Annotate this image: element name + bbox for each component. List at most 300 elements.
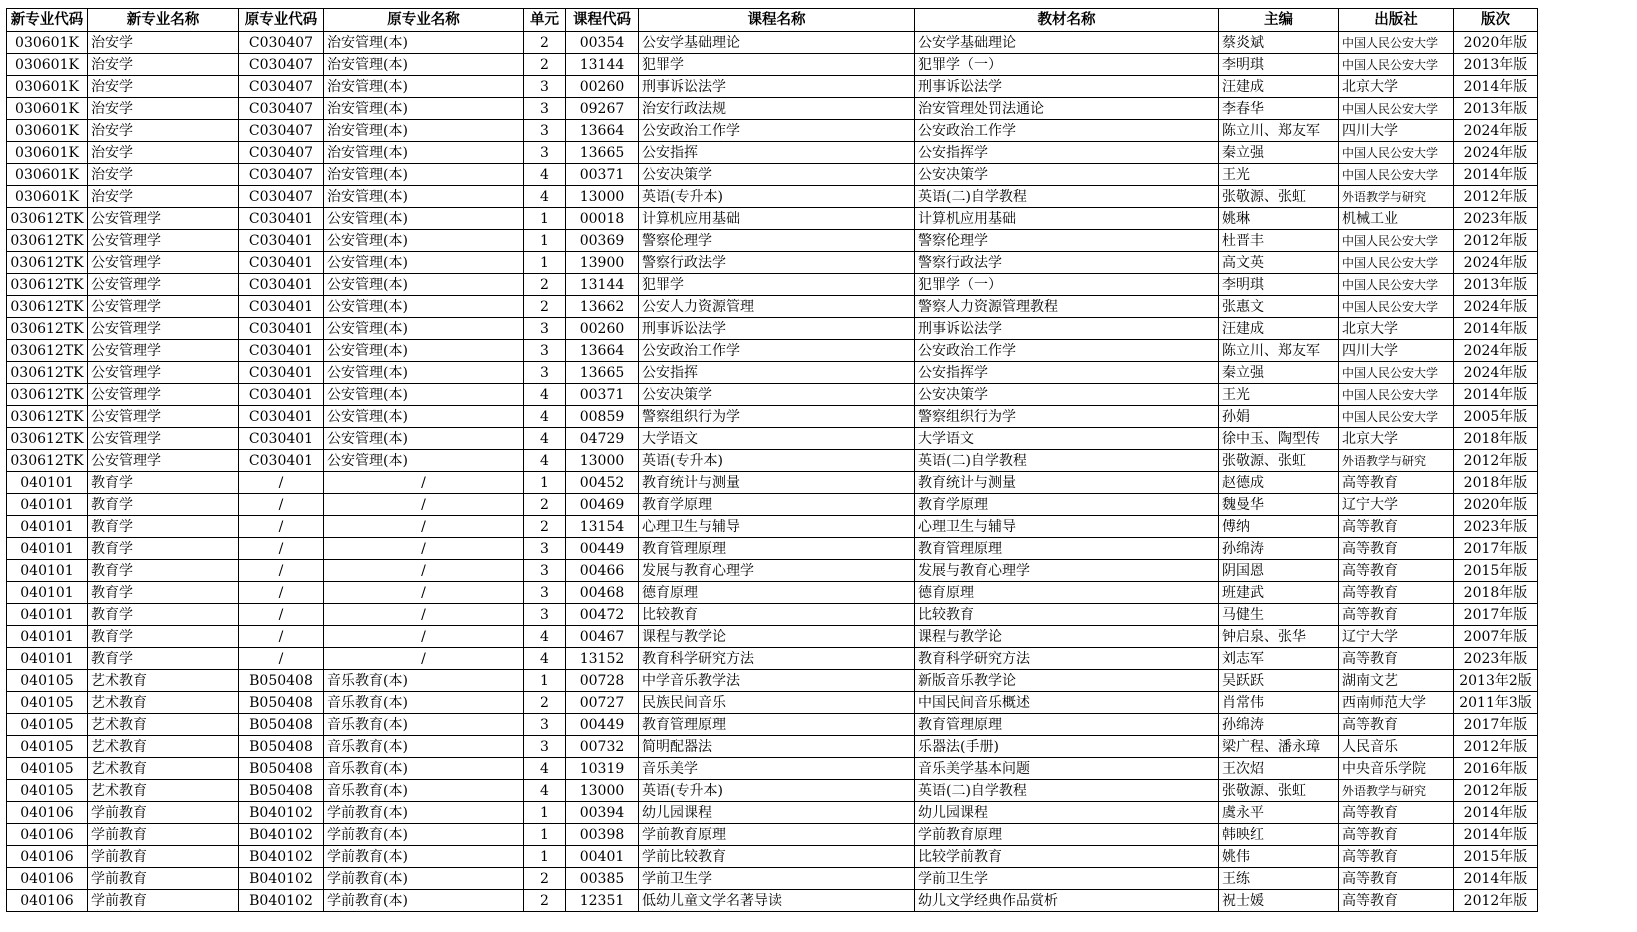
cell-editor: 陈立川、郑友军: [1219, 120, 1339, 142]
cell-old-major-name: 音乐教育(本): [324, 758, 524, 780]
cell-unit: 3: [524, 714, 566, 736]
cell-course-name: 刑事诉讼法学: [639, 76, 915, 98]
cell-editor: 高文英: [1219, 252, 1339, 274]
cell-new-major-name: 艺术教育: [88, 736, 239, 758]
cell-unit: 3: [524, 98, 566, 120]
cell-course-name: 简明配器法: [639, 736, 915, 758]
cell-unit: 1: [524, 824, 566, 846]
cell-course-code: 04729: [566, 428, 639, 450]
cell-textbook-name: 警察伦理学: [915, 230, 1219, 252]
cell-course-code: 13000: [566, 186, 639, 208]
cell-unit: 2: [524, 868, 566, 890]
cell-old-major-code: C030407: [239, 54, 324, 76]
cell-course-name: 心理卫生与辅导: [639, 516, 915, 538]
cell-new-major-code: 030601K: [7, 120, 88, 142]
cell-publisher: 辽宁大学: [1339, 626, 1454, 648]
cell-textbook-name: 英语(二)自学教程: [915, 780, 1219, 802]
col-header-course-code: 课程代码: [566, 9, 639, 32]
cell-editor: 汪建成: [1219, 76, 1339, 98]
cell-old-major-code: /: [239, 516, 324, 538]
cell-course-code: 00260: [566, 318, 639, 340]
cell-textbook-name: 新版音乐教学论: [915, 670, 1219, 692]
cell-unit: 2: [524, 516, 566, 538]
cell-textbook-name: 公安决策学: [915, 384, 1219, 406]
cell-editor: 张惠文: [1219, 296, 1339, 318]
cell-unit: 4: [524, 758, 566, 780]
cell-old-major-name: /: [324, 648, 524, 670]
cell-publisher: 辽宁大学: [1339, 494, 1454, 516]
cell-new-major-code: 040106: [7, 846, 88, 868]
cell-old-major-code: C030401: [239, 208, 324, 230]
cell-old-major-code: C030401: [239, 318, 324, 340]
cell-unit: 3: [524, 362, 566, 384]
cell-course-name: 刑事诉讼法学: [639, 318, 915, 340]
cell-new-major-name: 教育学: [88, 472, 239, 494]
table-row: [7, 758, 1538, 780]
cell-course-code: 00371: [566, 164, 639, 186]
cell-course-code: 13000: [566, 450, 639, 472]
cell-new-major-code: 030601K: [7, 142, 88, 164]
cell-edition: 2014年版: [1454, 824, 1538, 846]
cell-editor: 汪建成: [1219, 318, 1339, 340]
cell-new-major-code: 030612TK: [7, 428, 88, 450]
col-header-new-major-code: 新专业代码: [7, 9, 88, 32]
cell-old-major-name: 治安管理(本): [324, 76, 524, 98]
cell-unit: 4: [524, 164, 566, 186]
cell-edition: 2018年版: [1454, 582, 1538, 604]
cell-textbook-name: 公安指挥学: [915, 142, 1219, 164]
col-header-old-major-code: 原专业代码: [239, 9, 324, 32]
cell-edition: 2024年版: [1454, 362, 1538, 384]
table-row: [7, 648, 1538, 670]
cell-old-major-name: 学前教育(本): [324, 846, 524, 868]
cell-textbook-name: 德育原理: [915, 582, 1219, 604]
cell-old-major-name: 音乐教育(本): [324, 714, 524, 736]
cell-edition: 2023年版: [1454, 516, 1538, 538]
cell-editor: 班建武: [1219, 582, 1339, 604]
cell-course-code: 00398: [566, 824, 639, 846]
cell-old-major-name: /: [324, 604, 524, 626]
cell-old-major-name: 公安管理(本): [324, 208, 524, 230]
cell-course-code: 00260: [566, 76, 639, 98]
cell-old-major-code: B040102: [239, 868, 324, 890]
cell-new-major-name: 教育学: [88, 538, 239, 560]
cell-old-major-code: /: [239, 560, 324, 582]
cell-edition: 2014年版: [1454, 868, 1538, 890]
cell-course-name: 公安政治工作学: [639, 340, 915, 362]
cell-editor: 杜晋丰: [1219, 230, 1339, 252]
cell-new-major-code: 040101: [7, 560, 88, 582]
cell-new-major-name: 教育学: [88, 648, 239, 670]
cell-course-name: 学前比较教育: [639, 846, 915, 868]
cell-course-code: 13154: [566, 516, 639, 538]
cell-new-major-code: 030601K: [7, 32, 88, 54]
cell-textbook-name: 刑事诉讼法学: [915, 318, 1219, 340]
cell-new-major-code: 030612TK: [7, 362, 88, 384]
cell-unit: 3: [524, 582, 566, 604]
cell-new-major-name: 治安学: [88, 142, 239, 164]
cell-course-code: 00732: [566, 736, 639, 758]
cell-editor: 赵德成: [1219, 472, 1339, 494]
cell-course-code: 10319: [566, 758, 639, 780]
cell-course-name: 英语(专升本): [639, 450, 915, 472]
cell-new-major-name: 艺术教育: [88, 780, 239, 802]
cell-course-code: 00449: [566, 538, 639, 560]
cell-old-major-name: /: [324, 516, 524, 538]
cell-publisher: 中国人民公安大学: [1339, 252, 1454, 274]
cell-edition: 2013年版: [1454, 98, 1538, 120]
cell-course-code: 12351: [566, 890, 639, 912]
cell-unit: 3: [524, 560, 566, 582]
cell-editor: 李明琪: [1219, 274, 1339, 296]
table-row: [7, 98, 1538, 120]
cell-publisher: 外语教学与研究: [1339, 186, 1454, 208]
cell-edition: 2018年版: [1454, 428, 1538, 450]
cell-old-major-code: B050408: [239, 670, 324, 692]
cell-new-major-name: 公安管理学: [88, 230, 239, 252]
table-row: [7, 384, 1538, 406]
cell-old-major-code: /: [239, 648, 324, 670]
col-header-old-major-name: 原专业名称: [324, 9, 524, 32]
cell-old-major-code: C030401: [239, 252, 324, 274]
table-row: [7, 714, 1538, 736]
cell-publisher: 中国人民公安大学: [1339, 230, 1454, 252]
cell-publisher: 中国人民公安大学: [1339, 98, 1454, 120]
cell-old-major-code: B040102: [239, 890, 324, 912]
cell-new-major-name: 治安学: [88, 54, 239, 76]
cell-course-name: 教育管理原理: [639, 538, 915, 560]
cell-course-code: 00469: [566, 494, 639, 516]
cell-old-major-name: 治安管理(本): [324, 164, 524, 186]
cell-unit: 2: [524, 274, 566, 296]
cell-unit: 1: [524, 802, 566, 824]
cell-editor: 孙绵涛: [1219, 714, 1339, 736]
cell-textbook-name: 犯罪学（一）: [915, 274, 1219, 296]
cell-unit: 2: [524, 890, 566, 912]
cell-editor: 虞永平: [1219, 802, 1339, 824]
cell-publisher: 四川大学: [1339, 340, 1454, 362]
cell-course-name: 中学音乐教学法: [639, 670, 915, 692]
cell-textbook-name: 警察组织行为学: [915, 406, 1219, 428]
cell-publisher: 高等教育: [1339, 560, 1454, 582]
cell-editor: 李明琪: [1219, 54, 1339, 76]
cell-textbook-name: 治安管理处罚法通论: [915, 98, 1219, 120]
table-row: [7, 824, 1538, 846]
cell-textbook-name: 公安学基础理论: [915, 32, 1219, 54]
cell-publisher: 中国人民公安大学: [1339, 362, 1454, 384]
cell-course-name: 学前教育原理: [639, 824, 915, 846]
cell-course-code: 13144: [566, 54, 639, 76]
cell-publisher: 中国人民公安大学: [1339, 384, 1454, 406]
cell-course-code: 00452: [566, 472, 639, 494]
cell-editor: 魏曼华: [1219, 494, 1339, 516]
cell-editor: 蔡炎斌: [1219, 32, 1339, 54]
cell-new-major-code: 040105: [7, 736, 88, 758]
cell-publisher: 高等教育: [1339, 538, 1454, 560]
cell-new-major-code: 030601K: [7, 98, 88, 120]
cell-editor: 秦立强: [1219, 142, 1339, 164]
cell-publisher: 高等教育: [1339, 516, 1454, 538]
cell-new-major-name: 学前教育: [88, 802, 239, 824]
cell-course-code: 00468: [566, 582, 639, 604]
cell-new-major-code: 030612TK: [7, 296, 88, 318]
cell-publisher: 外语教学与研究: [1339, 780, 1454, 802]
cell-new-major-code: 040101: [7, 648, 88, 670]
cell-course-name: 公安学基础理论: [639, 32, 915, 54]
table-row: [7, 186, 1538, 208]
table-row: [7, 582, 1538, 604]
cell-old-major-code: C030407: [239, 76, 324, 98]
cell-publisher: 高等教育: [1339, 648, 1454, 670]
cell-editor: 张敬源、张虹: [1219, 780, 1339, 802]
cell-editor: 梁广程、潘永璋: [1219, 736, 1339, 758]
cell-edition: 2015年版: [1454, 560, 1538, 582]
cell-edition: 2013年版: [1454, 54, 1538, 76]
cell-new-major-code: 030612TK: [7, 208, 88, 230]
cell-course-name: 低幼儿童文学名著导读: [639, 890, 915, 912]
cell-textbook-name: 教育统计与测量: [915, 472, 1219, 494]
cell-edition: 2024年版: [1454, 142, 1538, 164]
table-row: [7, 868, 1538, 890]
cell-old-major-name: 公安管理(本): [324, 230, 524, 252]
cell-editor: 傅纳: [1219, 516, 1339, 538]
table-row: [7, 252, 1538, 274]
cell-new-major-code: 040105: [7, 714, 88, 736]
cell-new-major-name: 教育学: [88, 516, 239, 538]
cell-old-major-name: 学前教育(本): [324, 890, 524, 912]
cell-old-major-code: C030401: [239, 362, 324, 384]
textbook-table: [6, 8, 1538, 912]
cell-new-major-code: 030601K: [7, 186, 88, 208]
cell-textbook-name: 音乐美学基本问题: [915, 758, 1219, 780]
cell-publisher: 外语教学与研究: [1339, 450, 1454, 472]
cell-edition: 2014年版: [1454, 76, 1538, 98]
cell-new-major-code: 040105: [7, 692, 88, 714]
cell-new-major-name: 公安管理学: [88, 296, 239, 318]
table-row: [7, 890, 1538, 912]
table-row: [7, 76, 1538, 98]
cell-old-major-code: C030401: [239, 230, 324, 252]
cell-editor: 秦立强: [1219, 362, 1339, 384]
cell-editor: 王光: [1219, 384, 1339, 406]
table-row: [7, 670, 1538, 692]
cell-old-major-name: 学前教育(本): [324, 802, 524, 824]
cell-editor: 马健生: [1219, 604, 1339, 626]
cell-new-major-code: 030612TK: [7, 230, 88, 252]
cell-new-major-name: 艺术教育: [88, 670, 239, 692]
cell-old-major-code: C030407: [239, 120, 324, 142]
cell-unit: 2: [524, 692, 566, 714]
cell-editor: 张敬源、张虹: [1219, 450, 1339, 472]
table-row: [7, 362, 1538, 384]
cell-unit: 2: [524, 296, 566, 318]
cell-course-code: 13665: [566, 142, 639, 164]
cell-textbook-name: 公安决策学: [915, 164, 1219, 186]
col-header-course-name: 课程名称: [639, 9, 915, 32]
cell-editor: 韩映红: [1219, 824, 1339, 846]
cell-new-major-name: 公安管理学: [88, 362, 239, 384]
cell-editor: 祝士媛: [1219, 890, 1339, 912]
cell-publisher: 中国人民公安大学: [1339, 296, 1454, 318]
cell-new-major-code: 040105: [7, 780, 88, 802]
cell-course-name: 公安政治工作学: [639, 120, 915, 142]
cell-course-name: 教育学原理: [639, 494, 915, 516]
cell-old-major-code: C030407: [239, 164, 324, 186]
cell-new-major-code: 040106: [7, 868, 88, 890]
cell-unit: 3: [524, 318, 566, 340]
cell-new-major-name: 公安管理学: [88, 274, 239, 296]
cell-publisher: 北京大学: [1339, 428, 1454, 450]
cell-textbook-name: 教育学原理: [915, 494, 1219, 516]
cell-new-major-name: 教育学: [88, 494, 239, 516]
cell-old-major-name: 音乐教育(本): [324, 692, 524, 714]
cell-new-major-name: 治安学: [88, 32, 239, 54]
cell-course-name: 警察行政法学: [639, 252, 915, 274]
cell-old-major-code: B050408: [239, 780, 324, 802]
cell-new-major-name: 公安管理学: [88, 428, 239, 450]
cell-old-major-code: B050408: [239, 692, 324, 714]
cell-new-major-code: 040105: [7, 758, 88, 780]
cell-course-code: 13900: [566, 252, 639, 274]
cell-course-code: 00466: [566, 560, 639, 582]
cell-unit: 1: [524, 846, 566, 868]
cell-textbook-name: 学前教育原理: [915, 824, 1219, 846]
cell-editor: 孙娟: [1219, 406, 1339, 428]
cell-editor: 姚伟: [1219, 846, 1339, 868]
cell-course-name: 幼儿园课程: [639, 802, 915, 824]
cell-publisher: 中国人民公安大学: [1339, 142, 1454, 164]
table-row: [7, 142, 1538, 164]
cell-course-name: 音乐美学: [639, 758, 915, 780]
cell-course-name: 比较教育: [639, 604, 915, 626]
cell-old-major-code: C030401: [239, 296, 324, 318]
table-row: [7, 472, 1538, 494]
cell-textbook-name: 大学语文: [915, 428, 1219, 450]
cell-old-major-name: 公安管理(本): [324, 252, 524, 274]
cell-edition: 2012年版: [1454, 450, 1538, 472]
cell-unit: 4: [524, 648, 566, 670]
cell-new-major-code: 030601K: [7, 164, 88, 186]
cell-publisher: 中国人民公安大学: [1339, 164, 1454, 186]
cell-publisher: 北京大学: [1339, 318, 1454, 340]
cell-publisher: 中央音乐学院: [1339, 758, 1454, 780]
cell-publisher: 四川大学: [1339, 120, 1454, 142]
cell-new-major-name: 治安学: [88, 98, 239, 120]
cell-course-name: 犯罪学: [639, 54, 915, 76]
cell-edition: 2007年版: [1454, 626, 1538, 648]
cell-editor: 王次炤: [1219, 758, 1339, 780]
cell-old-major-name: 公安管理(本): [324, 428, 524, 450]
cell-old-major-code: C030401: [239, 384, 324, 406]
cell-edition: 2014年版: [1454, 802, 1538, 824]
cell-old-major-name: 学前教育(本): [324, 868, 524, 890]
cell-textbook-name: 犯罪学（一）: [915, 54, 1219, 76]
cell-new-major-name: 教育学: [88, 604, 239, 626]
cell-editor: 王光: [1219, 164, 1339, 186]
cell-unit: 4: [524, 780, 566, 802]
cell-course-name: 计算机应用基础: [639, 208, 915, 230]
cell-edition: 2011年3版: [1454, 692, 1538, 714]
cell-course-name: 教育科学研究方法: [639, 648, 915, 670]
table-row: [7, 230, 1538, 252]
cell-publisher: 高等教育: [1339, 846, 1454, 868]
cell-course-code: 09267: [566, 98, 639, 120]
table-row: [7, 780, 1538, 802]
cell-old-major-code: C030401: [239, 428, 324, 450]
cell-unit: 3: [524, 76, 566, 98]
cell-old-major-code: /: [239, 494, 324, 516]
cell-publisher: 高等教育: [1339, 802, 1454, 824]
cell-textbook-name: 英语(二)自学教程: [915, 186, 1219, 208]
cell-textbook-name: 比较教育: [915, 604, 1219, 626]
cell-course-name: 课程与教学论: [639, 626, 915, 648]
cell-editor: 钟启泉、张华: [1219, 626, 1339, 648]
cell-textbook-name: 教育管理原理: [915, 538, 1219, 560]
cell-course-code: 13152: [566, 648, 639, 670]
cell-old-major-name: 治安管理(本): [324, 32, 524, 54]
cell-edition: 2020年版: [1454, 494, 1538, 516]
cell-course-code: 13662: [566, 296, 639, 318]
cell-course-code: 00394: [566, 802, 639, 824]
cell-course-code: 00369: [566, 230, 639, 252]
cell-course-name: 公安决策学: [639, 384, 915, 406]
cell-old-major-code: C030407: [239, 98, 324, 120]
cell-textbook-name: 教育管理原理: [915, 714, 1219, 736]
cell-new-major-name: 学前教育: [88, 868, 239, 890]
cell-course-name: 发展与教育心理学: [639, 560, 915, 582]
cell-course-name: 警察伦理学: [639, 230, 915, 252]
cell-new-major-code: 040106: [7, 890, 88, 912]
col-header-unit: 单元: [524, 9, 566, 32]
cell-new-major-code: 030612TK: [7, 450, 88, 472]
cell-course-name: 公安指挥: [639, 142, 915, 164]
cell-textbook-name: 心理卫生与辅导: [915, 516, 1219, 538]
table-row: [7, 560, 1538, 582]
cell-new-major-code: 040101: [7, 516, 88, 538]
cell-new-major-name: 学前教育: [88, 890, 239, 912]
cell-edition: 2017年版: [1454, 604, 1538, 626]
cell-edition: 2024年版: [1454, 296, 1538, 318]
cell-textbook-name: 计算机应用基础: [915, 208, 1219, 230]
cell-publisher: 高等教育: [1339, 868, 1454, 890]
cell-course-name: 治安行政法规: [639, 98, 915, 120]
cell-textbook-name: 教育科学研究方法: [915, 648, 1219, 670]
cell-textbook-name: 公安政治工作学: [915, 120, 1219, 142]
cell-editor: 张敬源、张虹: [1219, 186, 1339, 208]
cell-new-major-name: 治安学: [88, 76, 239, 98]
table-row: [7, 450, 1538, 472]
cell-course-name: 德育原理: [639, 582, 915, 604]
cell-edition: 2023年版: [1454, 648, 1538, 670]
table-row: [7, 54, 1538, 76]
cell-unit: 2: [524, 54, 566, 76]
cell-textbook-name: 学前卫生学: [915, 868, 1219, 890]
cell-old-major-name: 公安管理(本): [324, 274, 524, 296]
table-row: [7, 274, 1538, 296]
cell-edition: 2023年版: [1454, 208, 1538, 230]
cell-edition: 2012年版: [1454, 230, 1538, 252]
cell-old-major-name: /: [324, 538, 524, 560]
cell-edition: 2012年版: [1454, 736, 1538, 758]
cell-course-name: 公安人力资源管理: [639, 296, 915, 318]
cell-textbook-name: 中国民间音乐概述: [915, 692, 1219, 714]
cell-course-code: 13664: [566, 120, 639, 142]
cell-textbook-name: 乐器法(手册): [915, 736, 1219, 758]
cell-old-major-code: B050408: [239, 736, 324, 758]
cell-old-major-name: 音乐教育(本): [324, 736, 524, 758]
cell-edition: 2024年版: [1454, 252, 1538, 274]
cell-publisher: 高等教育: [1339, 890, 1454, 912]
